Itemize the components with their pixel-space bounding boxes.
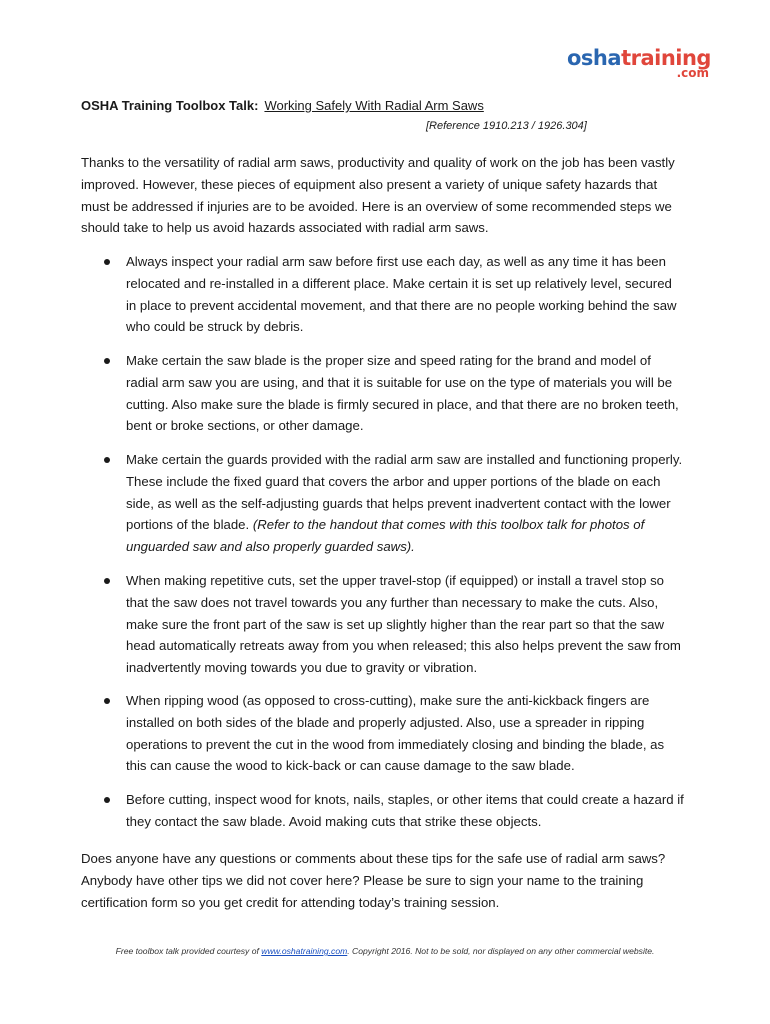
list-item: Make certain the guards provided with the radial arm saw are installed and functioning properly. These include the fixed guard that covers the arbor and upper portions of the blade on each side, as well as the self-adjusting guards that helps prevent inadvertent contact with the lower portions of the blade. (Refer to the handout that comes with this toolbox talk for photos of unguarded saw and also properly guarded saws). xyxy=(100,449,685,558)
oshatraining-logo xyxy=(567,44,717,84)
logo-dotcom: .com xyxy=(676,66,709,80)
list-item: Always inspect your radial arm saw before first use each day, as well as any time it has been relocated and re-installed in a different place. Make certain it is set up relatively level, secured in place to prevent accidental movement, and that there are no people working behind the saw who could be struck by debris. xyxy=(100,251,685,338)
oshatraining-link[interactable]: www.oshatraining.com xyxy=(261,946,348,956)
bullet-icon xyxy=(104,358,110,364)
bullet-icon xyxy=(104,578,110,584)
bullet-icon xyxy=(104,457,110,463)
footer-note: Free toolbox talk provided courtesy of www.oshatraining.com. Copyright 2016. Not to be sold, nor displayed on any other commercial website. xyxy=(115,946,655,956)
bullet-icon xyxy=(104,259,110,265)
intro-paragraph: Thanks to the versatility of radial arm saws, productivity and quality of work on the job has been vastly improved. However, these pieces of equipment also present a variety of unique safety hazards that must be addressed if injuries are to be avoided. Here is an overview of some recommended steps we should take to help us avoid hazards associated with radial arm saws. xyxy=(81,155,675,236)
bullet-icon xyxy=(104,797,110,803)
closing-paragraph: Does anyone have any questions or comments about these tips for the safe use of radial arm saws? Anybody have other tips we did not cover here? Please be sure to sign your name to the training certification form so you get credit for attending today’s training session. xyxy=(81,851,666,910)
list-item: When ripping wood (as opposed to cross-cutting), make sure the anti-kickback fingers are installed on both sides of the blade and properly adjusted. Also, use a spreader in ripping operations to prevent the cut in the wood from immediately closing and binding the blade, as this can cause the wood to kick-back or can cause damage to the saw blade. xyxy=(100,690,685,777)
reference-citation: [Reference 1910.213 / 1926.304] xyxy=(426,120,587,132)
document-header xyxy=(81,98,484,113)
list-item: When making repetitive cuts, set the upper travel-stop (if equipped) or install a travel stop so that the saw does not travel towards you any further than necessary to make the cuts. Also, make sure the front part of the saw is set up slightly higher than the rear part so that the saw head automatically retreats away from you when released; this also helps prevent the saw from inadvertently moving towards you due to gravity or vibration. xyxy=(100,570,685,679)
logo-wordmark: oshatraining xyxy=(567,46,711,70)
bullet-icon xyxy=(104,698,110,704)
header-label: OSHA Training Toolbox Talk: xyxy=(81,98,259,113)
list-item: Make certain the saw blade is the proper size and speed rating for the brand and model of radial arm saw you are using, and that it is suitable for use on the type of materials you will be cutting. Also make sure the blade is firmly secured in place, and that there are no broken teeth, bent or broke sections, or other damage. xyxy=(100,350,685,437)
handout-note: (Refer to the handout that comes with this toolbox talk for photos of unguarded saw and also properly guarded saws). xyxy=(126,517,645,555)
header-topic: Working Safely With Radial Arm Saws xyxy=(264,98,484,113)
list-item: Before cutting, inspect wood for knots, nails, staples, or other items that could create a hazard if they contact the saw blade. Avoid making cuts that strike these objects. xyxy=(100,789,685,833)
